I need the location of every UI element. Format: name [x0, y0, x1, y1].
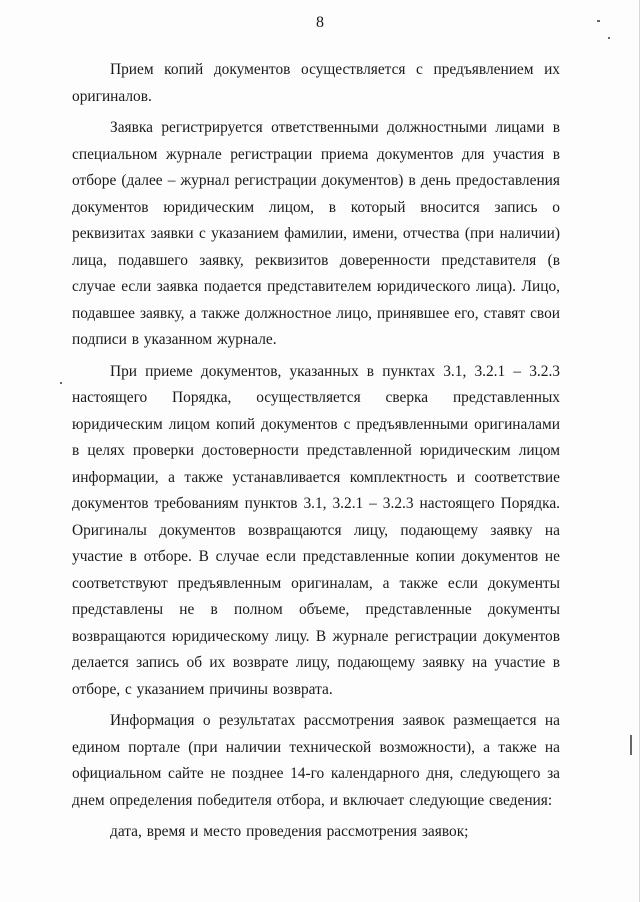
scan-speck: [608, 37, 610, 39]
scan-speck: [60, 382, 62, 384]
scan-mark: [630, 735, 632, 755]
paragraph-verification: При приеме документов, указанных в пунктах 3.1, 3.2.1 – 3.2.3 настоящего Порядка, осуществляется сверка представленных юридическим лицом копий документов с предъявленными оригиналами в целях проверки достоверности представленной юридическим лицом информации, а также устанавливается комплектность и соответствие документов требованиям пунктов 3.1, 3.2.1 – 3.2.3 настоящего Порядка. Оригиналы документов возвращаются лицу, подающему заявку на участие в отборе. В случае если представленные копии документов не соответствуют предъявленным оригиналам, а также если документы представлены не в полном объеме, представленные документы возвращаются юридическому лицу. В журнале регистрации документов делается запись об их возврате лицу, подающему заявку на участие в отборе, с указанием причины возврата.: [72, 362, 560, 698]
paragraph-copies: Прием копий документов осуществляется с предъявлением их оригиналов.: [72, 61, 560, 105]
document-body: [72, 57, 560, 851]
paragraph-results-info: Информация о результатах рассмотрения заявок размещается на едином портале (при наличии технической возможности), а также на официальном сайте не позднее 14-го календарного дня, следующего за днем определения победителя отбора, и включает следующие сведения:: [72, 712, 560, 809]
paragraph-registration: Заявка регистрируется ответственными должностными лицами в специальном журнале регистрации приема документов для участия в отборе (далее – журнал регистрации документов) в день предоставления документов юридическим лицом, в который вносится запись о реквизитах заявки с указанием фамилии, имени, отчества (при наличии) лица, подавшего заявку, реквизитов доверенности представителя (в случае если заявка подается представителем юридического лица). Лицо, подавшее заявку, а также должностное лицо, принявшее его, ставят свои подписи в указанном журнале.: [72, 119, 560, 348]
page-number: 8: [316, 14, 324, 31]
paragraph-list-item: дата, время и место проведения рассмотрения заявок;: [110, 823, 469, 840]
scan-speck: [597, 20, 600, 22]
